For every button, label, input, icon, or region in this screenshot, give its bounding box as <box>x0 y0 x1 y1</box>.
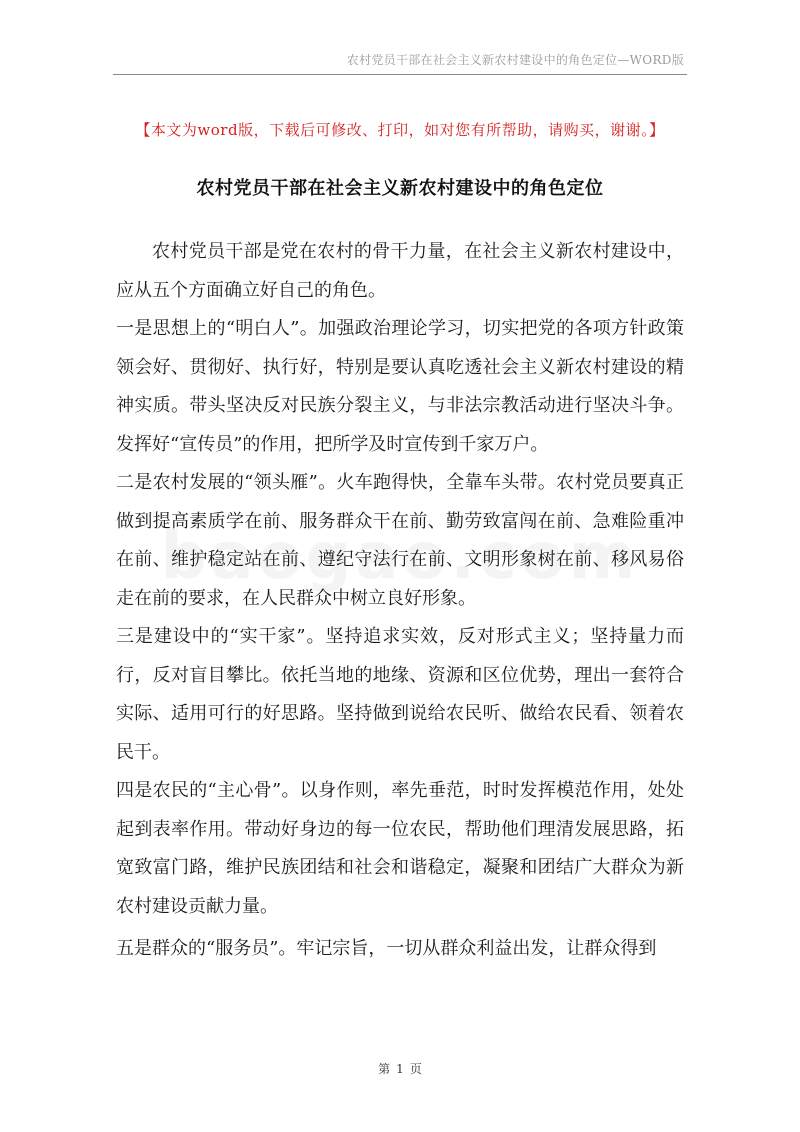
page-label-prefix: 第 <box>378 1062 391 1076</box>
document-title: 农村党员干部在社会主义新农村建设中的角色定位 <box>196 178 604 199</box>
page-number: 1 <box>396 1062 404 1076</box>
document-body <box>116 233 684 969</box>
page-label-suffix: 页 <box>409 1062 422 1076</box>
paragraph-1: 一是思想上的“明白人”。加强政治理论学习，切实把党的各项方针政策领会好、贯彻好、执行好，特别是要认真吃透社会主义新农村建设的精神实质。带头坚决反对民族分裂主义，与非法宗教活动进行坚决斗争。发挥好“宣传员”的作用，把所学及时宣传到千家万户。 <box>116 318 684 455</box>
running-header: 农村党员干部在社会主义新农村建设中的角色定位—WORD版 <box>346 53 684 67</box>
page-footer <box>0 1060 800 1077</box>
download-notice: 【本文为word版，下载后可修改、打印，如对您有所帮助，请购买，谢谢。】 <box>135 121 665 139</box>
paragraph-4: 四是农民的“主心骨”。以身作则，率先垂范，时时发挥模范作用，处处起到表率作用。带动好身边的每一位农民，帮助他们理清发展思路，拓宽致富门路，维护民族团结和社会和谐稳定，凝聚和团结广大群众为新农村建设贡献力量。 <box>116 780 684 917</box>
header-divider <box>113 74 687 75</box>
paragraph-2: 二是农村发展的“领头雁”。火车跑得快，全靠车头带。农村党员要真正做到提高素质学在前、服务群众干在前、勤劳致富闯在前、急难险重冲在前、维护稳定站在前、遵纪守法行在前、文明形象树在前、移风易俗走在前的要求，在人民群众中树立良好形象。 <box>116 472 684 609</box>
paragraph-intro: 农村党员干部是党在农村的骨干力量，在社会主义新农村建设中，应从五个方面确立好自己的角色。 <box>116 241 684 301</box>
paragraph-5: 五是群众的“服务员”。牢记宗旨，一切从群众利益出发，让群众得到 <box>116 938 657 959</box>
paragraph-3: 三是建设中的“实干家”。坚持追求实效，反对形式主义；坚持量力而行，反对盲目攀比。依托当地的地缘、资源和区位优势，理出一套符合实际、适用可行的好思路。坚持做到说给农民听、做给农民看、领着农民干。 <box>116 626 684 763</box>
